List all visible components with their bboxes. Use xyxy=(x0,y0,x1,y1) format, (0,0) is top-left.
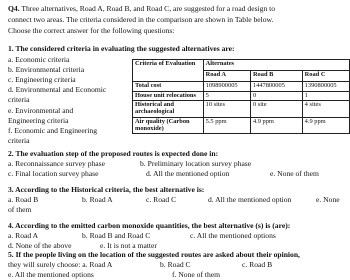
q4-option-a: a. Road A xyxy=(8,231,39,240)
table-cell: 5.5 ppm xyxy=(203,117,250,133)
table-cell: 1390800005 xyxy=(302,82,349,92)
intro-line-1: Three alternatives, Road A, Road B, and Road C, are suggested for a road design to xyxy=(19,4,276,13)
table-header-road-c: Road C xyxy=(302,71,349,82)
table-row xyxy=(133,101,350,117)
q3-option-a: a. Road B xyxy=(8,195,39,204)
q3-option-e: e. None xyxy=(316,195,340,204)
table-row xyxy=(133,91,350,101)
table-cell: 4.9 ppm xyxy=(302,117,349,133)
table-cell: 1098900005 xyxy=(203,82,250,92)
q5-option-b: b. Road C xyxy=(160,260,191,269)
criteria-table xyxy=(132,59,350,134)
table-cell: 4.9 ppm xyxy=(250,117,302,133)
q5-option-f: f. None of them xyxy=(172,270,221,279)
intro-line-3: Choose the correct answer for the following questions: xyxy=(8,26,175,35)
q1-option: criteria xyxy=(8,136,30,145)
q2-option-e: e. None of them xyxy=(270,169,319,178)
question-intro xyxy=(8,5,275,13)
q5-stem-continued: they will surely choose: a. Road A xyxy=(8,260,113,269)
table-row xyxy=(133,82,350,92)
q3-option-c: c. Road C xyxy=(146,195,177,204)
q1-option: f. Economic and Engineering xyxy=(8,126,97,135)
table-header-alternates: Alternates xyxy=(203,60,349,71)
q2-option-a: a. Reconnaissance survey phase xyxy=(8,159,105,168)
table-cell: 0 xyxy=(250,91,302,101)
table-header-road-a: Road A xyxy=(203,71,250,82)
q1-option: a. Economic criteria xyxy=(8,55,70,64)
q4-option-d: d. None of the above xyxy=(8,241,72,250)
q3-option-b: b. Road A xyxy=(82,195,113,204)
table-row xyxy=(133,117,350,133)
q2-option-b: b. Preliminary location survey phase xyxy=(140,159,252,168)
table-cell-criterion: House unit relocations xyxy=(133,91,204,101)
q3-option-e-continued: of them xyxy=(8,205,32,214)
q1-option: b. Environmental criteria xyxy=(8,65,85,74)
q3-stem: 3. According to the Historical criteria, the best alternative is: xyxy=(8,185,205,194)
q2-stem: 2. The evaluation step of the proposed routes is expected done in: xyxy=(8,149,219,158)
q5-option-e: e. All the mentioned options xyxy=(8,270,94,279)
table-header-criteria: Criteria of Evaluation xyxy=(133,60,204,82)
q4-stem: 4. According to the emitted carbon monoxide quantities, the best alternative (s) is (are): xyxy=(8,221,291,230)
q4-option-b: b. Road B and Road C xyxy=(82,231,151,240)
q3-option-d: d. All the mentioned option xyxy=(208,195,292,204)
q1-option: c. Engineering criteria xyxy=(8,75,76,84)
q5-option-c: c. Road B xyxy=(242,260,273,269)
intro-line-2: connect two areas. The criteria considered in the comparison are shown in Table below. xyxy=(8,15,274,24)
q4-option-e: e. It is not a matter xyxy=(100,241,157,250)
table-cell: 5 xyxy=(203,91,250,101)
q1-stem: 1. The considered criteria in evaluating the suggested alternatives are: xyxy=(8,44,235,53)
question-number: Q4. xyxy=(8,4,20,13)
table-cell: 1 xyxy=(302,91,349,101)
table-cell: 10 sites xyxy=(203,101,250,117)
q5-stem: 5. If the people living on the location of the suggested routes are asked about their opinion, xyxy=(8,250,300,259)
q1-option: criteria xyxy=(8,95,30,104)
table-cell-criterion: Air quality (Carbon monoxide) xyxy=(133,117,204,133)
q2-option-d: d. All the mentioned option xyxy=(146,169,230,178)
q1-option: e. Environmental and xyxy=(8,106,74,115)
q1-option: d. Environmental and Economic xyxy=(8,85,107,94)
q4-option-c: c. All the mentioned options xyxy=(190,231,276,240)
table-cell-criterion: Historical and archaeological xyxy=(133,101,204,117)
q2-option-c: c. Final location survey phase xyxy=(8,169,99,178)
q1-option: Engineering criteria xyxy=(8,116,69,125)
table-cell: 1447800005 xyxy=(250,82,302,92)
table-cell-criterion: Total cost xyxy=(133,82,204,92)
table-cell: 4 sites xyxy=(302,101,349,117)
table-cell: 0 site xyxy=(250,101,302,117)
table-header-road-b: Road B xyxy=(250,71,302,82)
